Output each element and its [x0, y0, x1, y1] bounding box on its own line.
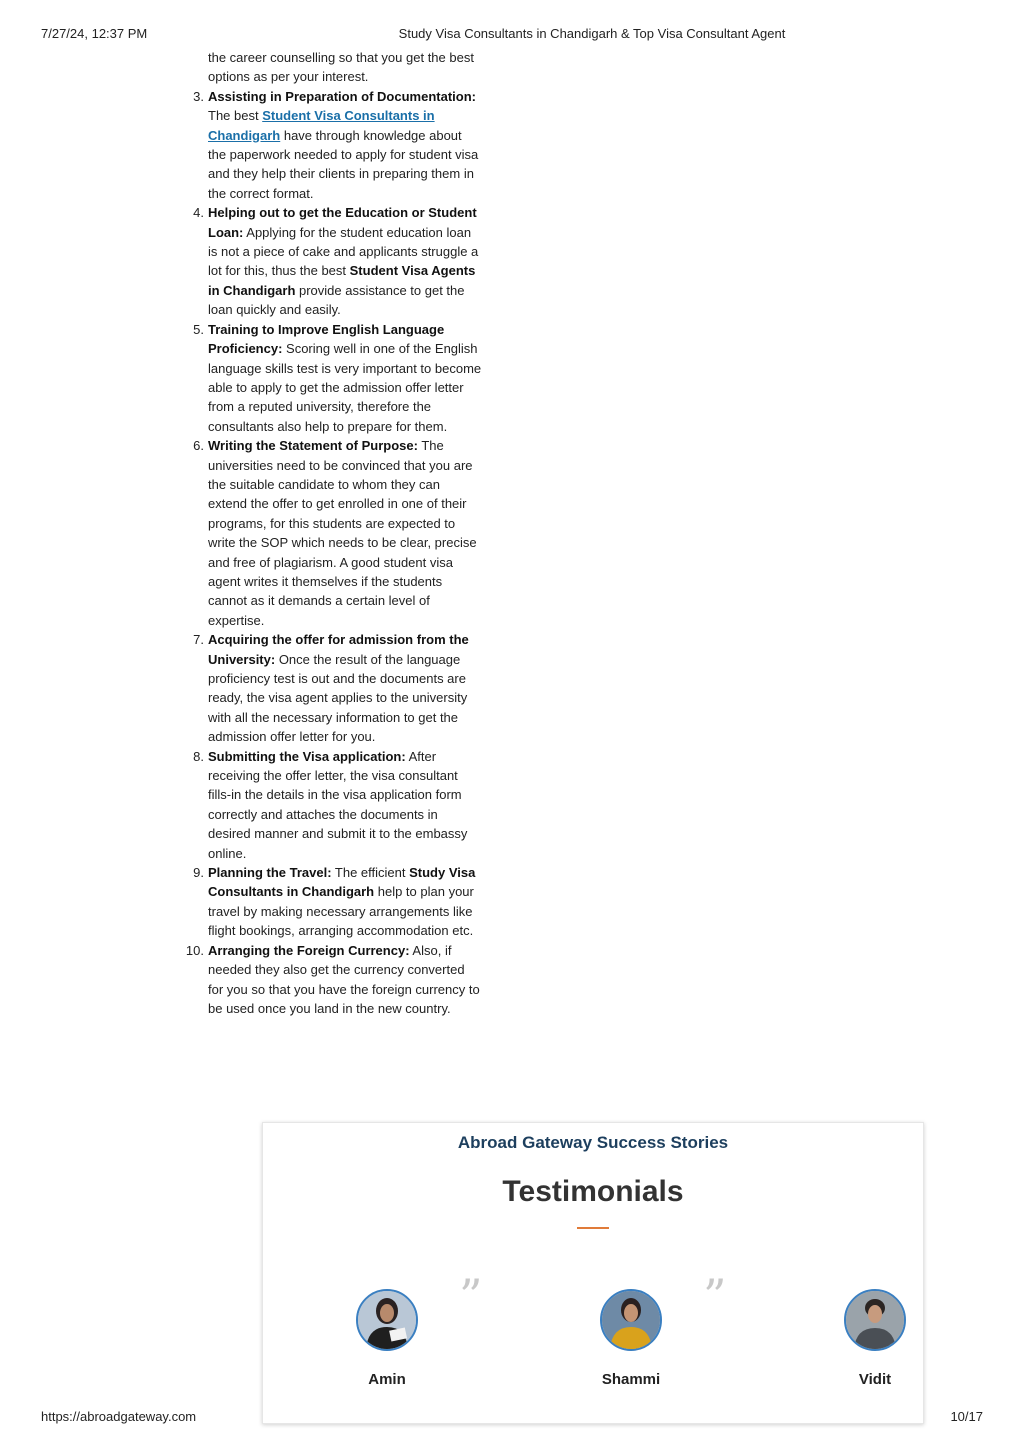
- item-title: Arranging the Foreign Currency:: [208, 942, 410, 958]
- list-item: [182, 747, 482, 863]
- testimonial-name: Amin: [368, 1371, 406, 1388]
- item-text: Applying for the student education loan is not a piece of cake and applicants struggle a lot for this, thus the best: [208, 224, 479, 279]
- item-text: have through knowledge about the paperwork needed to apply for student visa and they help their clients in preparing them in the correct format.: [208, 127, 479, 201]
- testimonial-name: Shammi: [601, 1371, 661, 1388]
- print-url: https://abroadgateway.com: [41, 1409, 197, 1424]
- quote-icon: ”: [459, 1269, 483, 1323]
- print-datetime: 7/27/24, 12:37 PM: [41, 26, 148, 41]
- list-item: [182, 203, 482, 319]
- list-item: [182, 863, 482, 941]
- avatar: [844, 1289, 906, 1351]
- list-number: 9.: [193, 865, 204, 881]
- item-title: Training to Improve English Language Proficiency:: [208, 321, 445, 357]
- item-text: provide assistance to get the loan quickly and easily.: [208, 282, 465, 318]
- item-text: The universities need to be convinced that you are the suitable candidate to whom they can extend the offer to get enrolled in one of their programs, for this students are expected to write the SOP which needs to be clear, precise and free of plagiarism. A good student visa agent writes it themselves if the students cannot as it demands a certain level of expertise.: [208, 438, 477, 628]
- item-text: Once the result of the language proficiency test is out and the documents are ready, the visa agent applies to the university with all the necessary information to get the admission offer letter for you.: [208, 651, 468, 745]
- list-number: 8.: [193, 748, 204, 764]
- item-title: Assisting in Preparation of Documentation:: [208, 88, 476, 104]
- list-number: 6.: [193, 438, 204, 454]
- list-item: [182, 320, 482, 436]
- item-emphasis: Student Visa Agents in Chandigarh: [208, 263, 476, 298]
- student-visa-consultants-link[interactable]: Student Visa Consultants in Chandigarh: [208, 108, 435, 143]
- testimonial-shammi[interactable]: [571, 1289, 691, 1388]
- item-emphasis: Study Visa Consultants in Chandigarh: [208, 865, 476, 900]
- list-number: 5.: [193, 321, 204, 337]
- testimonials-subtitle: Abroad Gateway Success Stories: [457, 1133, 729, 1152]
- item-title: Planning the Travel:: [208, 865, 332, 881]
- list-number: 10.: [185, 942, 204, 958]
- list-number: 3.: [193, 88, 204, 104]
- title-underline: [577, 1227, 609, 1229]
- item-text: After receiving the offer letter, the visa consultant fills-in the details in the visa application form correctly and attaches the documents in desired manner and submit it to the embassy online.: [208, 748, 468, 861]
- quote-icon: ”: [703, 1269, 727, 1323]
- item-text: Scoring well in one of the English language skills test is very important to become able to apply to get the admission offer letter from a reputed university, therefore the consultants also help to prepare for them.: [208, 341, 482, 434]
- testimonials-card: [262, 1122, 924, 1424]
- print-page-number: 10/17: [950, 1409, 983, 1424]
- item-title: Submitting the Visa application:: [208, 748, 406, 764]
- testimonial-name: Vidit: [858, 1371, 892, 1388]
- avatar: [356, 1289, 418, 1351]
- item-title: Helping out to get the Education or Student Loan:: [208, 205, 477, 240]
- item-text: help to plan your travel by making necessary arrangements like flight bookings, arranging accommodation etc.: [208, 884, 474, 939]
- list-item: [182, 941, 482, 1019]
- item-text: The best: [208, 108, 263, 124]
- avatar: [600, 1289, 662, 1351]
- list-number: 4.: [193, 205, 204, 221]
- intro-paragraph: the career counselling so that you get the best options as per your interest.: [208, 50, 474, 85]
- list-item: [182, 630, 482, 746]
- item-title: Acquiring the offer for admission from the University:: [208, 632, 469, 667]
- list-item: [182, 436, 482, 630]
- testimonial-vidit[interactable]: [815, 1289, 935, 1388]
- item-title: Writing the Statement of Purpose:: [208, 438, 418, 454]
- list-number: 7.: [193, 632, 204, 648]
- list-item: [182, 87, 482, 203]
- article-body: [182, 48, 482, 1018]
- testimonials-title: Testimonials: [502, 1175, 684, 1208]
- services-list: [182, 87, 482, 1019]
- print-page-title: Study Visa Consultants in Chandigarh & Top Visa Consultant Agent: [398, 26, 786, 41]
- item-text: The efficient: [331, 865, 410, 881]
- testimonial-amin[interactable]: [327, 1289, 447, 1388]
- item-text: Also, if needed they also get the currency converted for you so that you have the foreign currency to be used once you land in the new country.: [208, 942, 480, 1016]
